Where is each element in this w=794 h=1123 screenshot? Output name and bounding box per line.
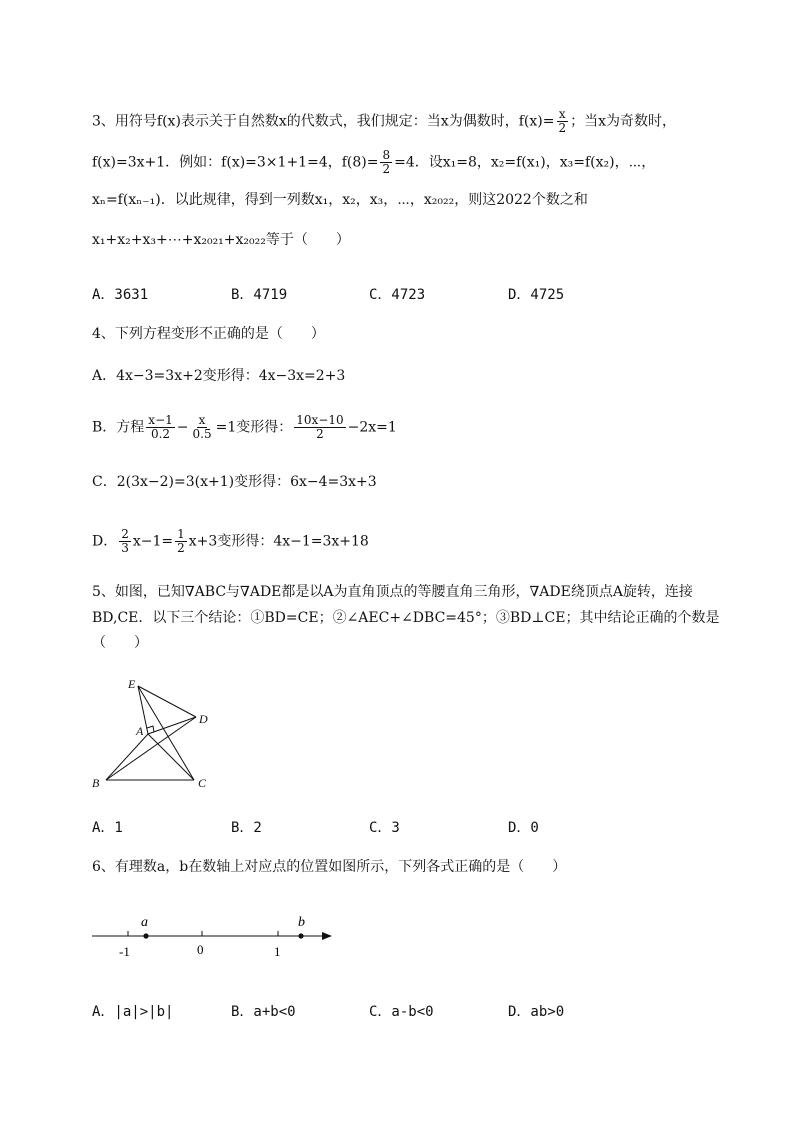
q3-line-2: f(x)=3x+1．例如：f(x)=3×1+1=4，f(8)= $\frac{8}{2}$ =4．设x₁=8，x₂=f(x₁)，x₃=f(x₂)，⋯， <box>92 148 656 176</box>
label-D: D <box>199 712 208 726</box>
tick-label-0: 0 <box>197 942 204 957</box>
q4d-fraction-1: $\frac{2}{3}$ <box>121 527 129 555</box>
q3-option-b[interactable]: B．4719 <box>231 287 288 303</box>
q4b-fraction-2: $\frac{x}{0.5}$ <box>192 413 212 441</box>
q5-option-a[interactable]: A．1 <box>92 820 123 836</box>
point-a <box>143 933 148 938</box>
q6-option-a[interactable]: A．|a|>|b| <box>92 1004 174 1020</box>
q6-option-b[interactable]: B．a+b<0 <box>231 1004 296 1020</box>
triangle-figure <box>86 672 226 796</box>
q5-line-3: （ ） <box>92 635 148 651</box>
q5-line-1: 5、如图，已知∇ABC与∇ADE都是以A为直角顶点的等腰直角三角形，∇ADE绕顶点A旋转，连接 <box>92 584 693 600</box>
segment-AD <box>148 717 196 734</box>
q4-stem: 4、下列方程变形不正确的是（ ） <box>92 326 325 342</box>
label-C: C <box>198 776 207 790</box>
label-a: a <box>141 915 148 930</box>
right-angle-mark <box>147 726 154 732</box>
q4d-fraction-2: $\frac{1}{2}$ <box>177 527 185 555</box>
tick-label-neg1: -1 <box>119 944 130 959</box>
q4-option-c[interactable]: C．2(3x−2)=3(x+1)变形得：6x−4=3x+3 <box>92 474 377 490</box>
q3-line-4: x₁+x₂+x₃+⋯+x₂₀₂₁+x₂₀₂₂等于（ ） <box>92 232 350 248</box>
segment-BA <box>106 734 148 780</box>
number-line <box>88 908 338 962</box>
q6-stem: 6、有理数a，b在数轴上对应点的位置如图所示，下列各式正确的是（ ） <box>92 859 567 875</box>
q3-text-1: 3、用符号f(x)表示关于自然数x的代数式，我们规定：当x为偶数时，f(x)= <box>92 113 555 130</box>
label-b: b <box>298 915 305 930</box>
q3-option-d[interactable]: D．4725 <box>508 287 565 303</box>
q6-option-d[interactable]: D．ab>0 <box>508 1004 565 1020</box>
label-A: A <box>136 724 144 738</box>
q5-option-d[interactable]: D．0 <box>508 820 539 836</box>
q3-option-c[interactable]: C．4723 <box>369 287 426 303</box>
q5-line-2: BD,CE．以下三个结论：①BD=CE；②∠AEC+∠DBC=45°；③BD⊥CE；其中结论正确的个数是 <box>92 610 720 626</box>
q3-option-a[interactable]: A．3631 <box>92 287 149 303</box>
q4b-fraction-3: $\frac{10x-10}{2}$ <box>296 413 344 441</box>
label-E: E <box>128 677 136 691</box>
q3-text-1-tail: ；当x为奇数时， <box>570 113 676 130</box>
q3-line-1 <box>92 108 676 135</box>
label-B: B <box>92 776 100 790</box>
q4-option-a[interactable]: A．4x−3=3x+2变形得：4x−3x=2+3 <box>92 368 346 384</box>
q5-option-c[interactable]: C．3 <box>369 820 400 836</box>
q3-line-3: xₙ=f(xₙ₋₁)．以此规律，得到一列数x₁，x₂，x₃，⋯，x₂₀₂₂，则这2022个数之和 <box>92 192 588 208</box>
q3-fraction-8-over-2: $\frac{8}{2}$ <box>382 148 391 176</box>
point-b <box>298 933 303 938</box>
q4b-fraction-1: $\frac{x-1}{0.2}$ <box>148 413 173 441</box>
segment-EC <box>138 686 194 780</box>
tick-label-1: 1 <box>274 944 281 959</box>
q6-option-c[interactable]: C．a-b<0 <box>369 1004 434 1020</box>
q3-fraction-x-over-2: $\frac{x}{2}$ <box>558 107 567 135</box>
q4-option-d[interactable]: D． $\frac{2}{3}$ x−1= $\frac{1}{2}$ x+3变形得：4x−1=3x+18 <box>92 527 369 555</box>
q4-option-b[interactable]: B．方程 $\frac{x-1}{0.2}$ − $\frac{x}{0.5}$ =1变形得： $\frac{10x-10}{2}$ −2x=1 <box>92 413 397 441</box>
axis-arrow-icon <box>322 932 332 940</box>
q5-option-b[interactable]: B．2 <box>231 820 262 836</box>
